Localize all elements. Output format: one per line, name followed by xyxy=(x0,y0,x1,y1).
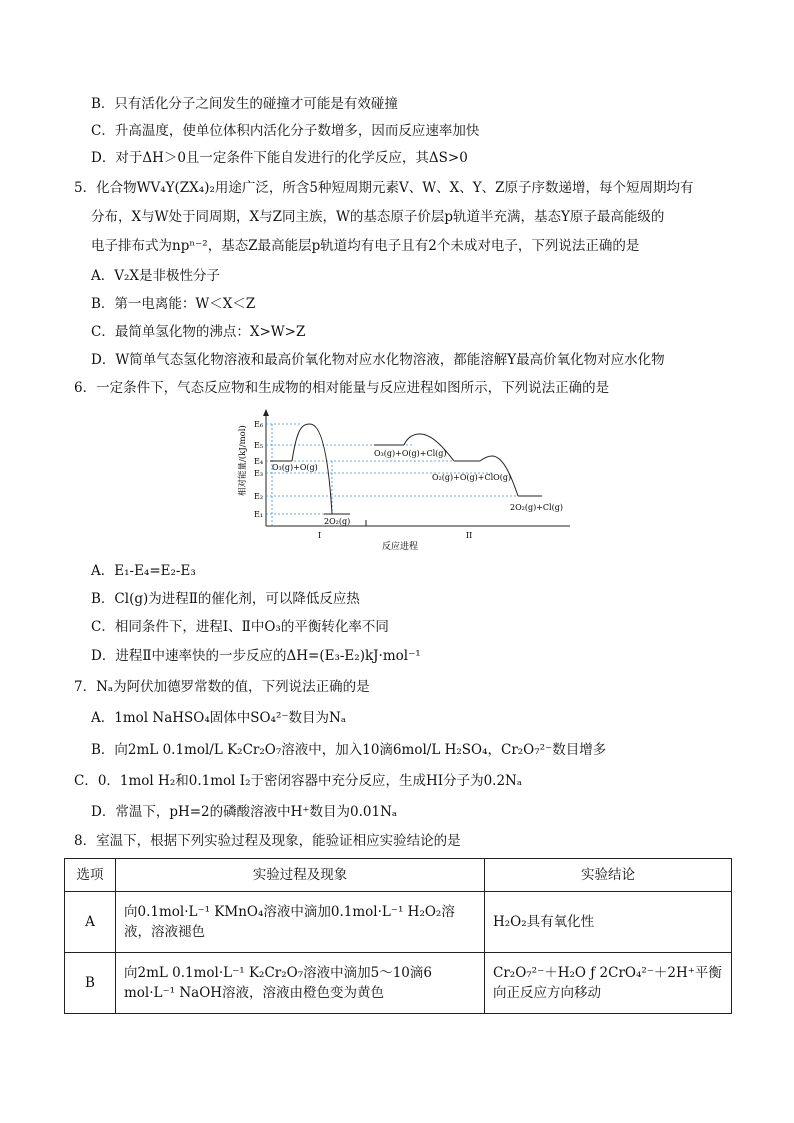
label-2o2-cl: 2O₂(g)+Cl(g) xyxy=(510,503,563,512)
y-axis-label: 相对能量/(kJ/mol) xyxy=(238,425,248,496)
level-e2: E₂ xyxy=(254,492,264,501)
q5-stem-line1: 5．化合物WV₄Y(ZX₄)₂用途广泛，所含5种短周期元素V、W、X、Y、Z原子序数递增，每个短周期均有 xyxy=(74,180,694,196)
level-e1: E₁ xyxy=(254,510,264,519)
q7-option-b: B．向2mL 0.1mol/L K₂Cr₂O₇溶液中，加入10滴6mol/L H₂SO₄，Cr₂O₇²⁻数目增多 xyxy=(91,742,607,758)
q5-stem-line3: 电子排布式为npⁿ⁻²，基态Z最高能层p轨道均有电子且有2个未成对电子，下列说法正确的是 xyxy=(91,238,640,254)
q5-option-d: D．W简单气态氢化物溶液和最高价氧化物对应水化物溶液，都能溶解Y最高价氧化物对应水化物 xyxy=(91,352,665,368)
q6-stem: 6．一定条件下，气态反应物和生成物的相对能量与反应进程如图所示，下列说法正确的是 xyxy=(74,380,610,396)
x-axis-label: 反应进程 xyxy=(382,542,419,552)
q5-option-c: C．最简单氢化物的沸点：X>W>Z xyxy=(91,324,306,340)
level-e3: E₃ xyxy=(254,469,264,478)
row-b-option: B xyxy=(65,953,116,1014)
path-i-label: I xyxy=(318,531,322,540)
q7-option-c: C．0．1mol H₂和0.1mol I₂于密闭容器中充分反应，生成HI分子为0.2Nₐ xyxy=(74,773,523,789)
header-conclusion: 实验结论 xyxy=(485,859,732,892)
row-b-process: 向2mL 0.1mol·L⁻¹ K₂Cr₂O₇溶液中滴加5～10滴6 mol·L⁻¹ NaOH溶液，溶液由橙色变为黄色 xyxy=(116,953,485,1014)
q5-option-a: A．V₂X是非极性分子 xyxy=(91,268,221,284)
row-a-conclusion: H₂O₂具有氧化性 xyxy=(485,892,732,953)
q4-option-b: B．只有活化分子之间发生的碰撞才可能是有效碰撞 xyxy=(91,96,398,112)
q5-option-b: B．第一电离能：W＜X＜Z xyxy=(91,296,256,312)
q4-option-d: D．对于ΔH＞0且一定条件下能自发进行的化学反应，其ΔS>0 xyxy=(91,150,468,166)
label-o3-o: O₃(g)+O(g) xyxy=(272,463,318,472)
level-e4: E₄ xyxy=(254,457,264,466)
label-o2-o-clo: O₂(g)+O(g)+ClO(g) xyxy=(432,473,512,482)
experiment-table xyxy=(64,858,732,1014)
table-header-row xyxy=(65,859,732,892)
table-row xyxy=(65,953,732,1014)
q6-option-c: C．相同条件下，进程Ⅰ、Ⅱ中O₃的平衡转化率不同 xyxy=(91,619,389,635)
q7-stem: 7．Nₐ为阿伏加德罗常数的值，下列说法正确的是 xyxy=(74,679,370,695)
q6-option-b: B．Cl(g)为进程Ⅱ的催化剂，可以降低反应热 xyxy=(91,591,360,607)
level-e5: E₅ xyxy=(254,441,264,450)
path-ii-label: II xyxy=(466,531,473,540)
energy-diagram xyxy=(232,408,572,553)
row-a-option: A xyxy=(65,892,116,953)
level-e6: E₆ xyxy=(254,420,264,429)
q6-option-a: A．E₁-E₄=E₂-E₃ xyxy=(91,563,196,579)
q6-option-d: D．进程Ⅱ中速率快的一步反应的ΔH=(E₃-E₂)kJ·mol⁻¹ xyxy=(91,648,421,664)
q5-stem-line2: 分布，X与W处于同周期，X与Z同主族，W的基态原子价层p轨道半充满，基态Y原子最高能级的 xyxy=(91,209,665,225)
label-2o2: 2O₂(g) xyxy=(324,517,351,526)
table-row xyxy=(65,892,732,953)
label-o3-o-cl: O₃(g)+O(g)+Cl(g) xyxy=(374,449,447,458)
header-option: 选项 xyxy=(65,859,116,892)
row-b-conclusion: Cr₂O₇²⁻＋H₂O ƒ 2CrO₄²⁻＋2H⁺平衡向正反应方向移动 xyxy=(485,953,732,1014)
q7-option-a: A．1mol NaHSO₄固体中SO₄²⁻数目为Nₐ xyxy=(91,710,347,726)
header-process: 实验过程及现象 xyxy=(116,859,485,892)
row-a-process: 向0.1mol·L⁻¹ KMnO₄溶液中滴加0.1mol·L⁻¹ H₂O₂溶液，溶液褪色 xyxy=(116,892,485,953)
q7-option-d: D．常温下，pH=2的磷酸溶液中H⁺数目为0.01Nₐ xyxy=(91,804,398,820)
q4-option-c: C．升高温度，使单位体积内活化分子数增多，因而反应速率加快 xyxy=(91,123,480,139)
q8-stem: 8．室温下，根据下列实验过程及现象，能验证相应实验结论的是 xyxy=(74,833,461,849)
